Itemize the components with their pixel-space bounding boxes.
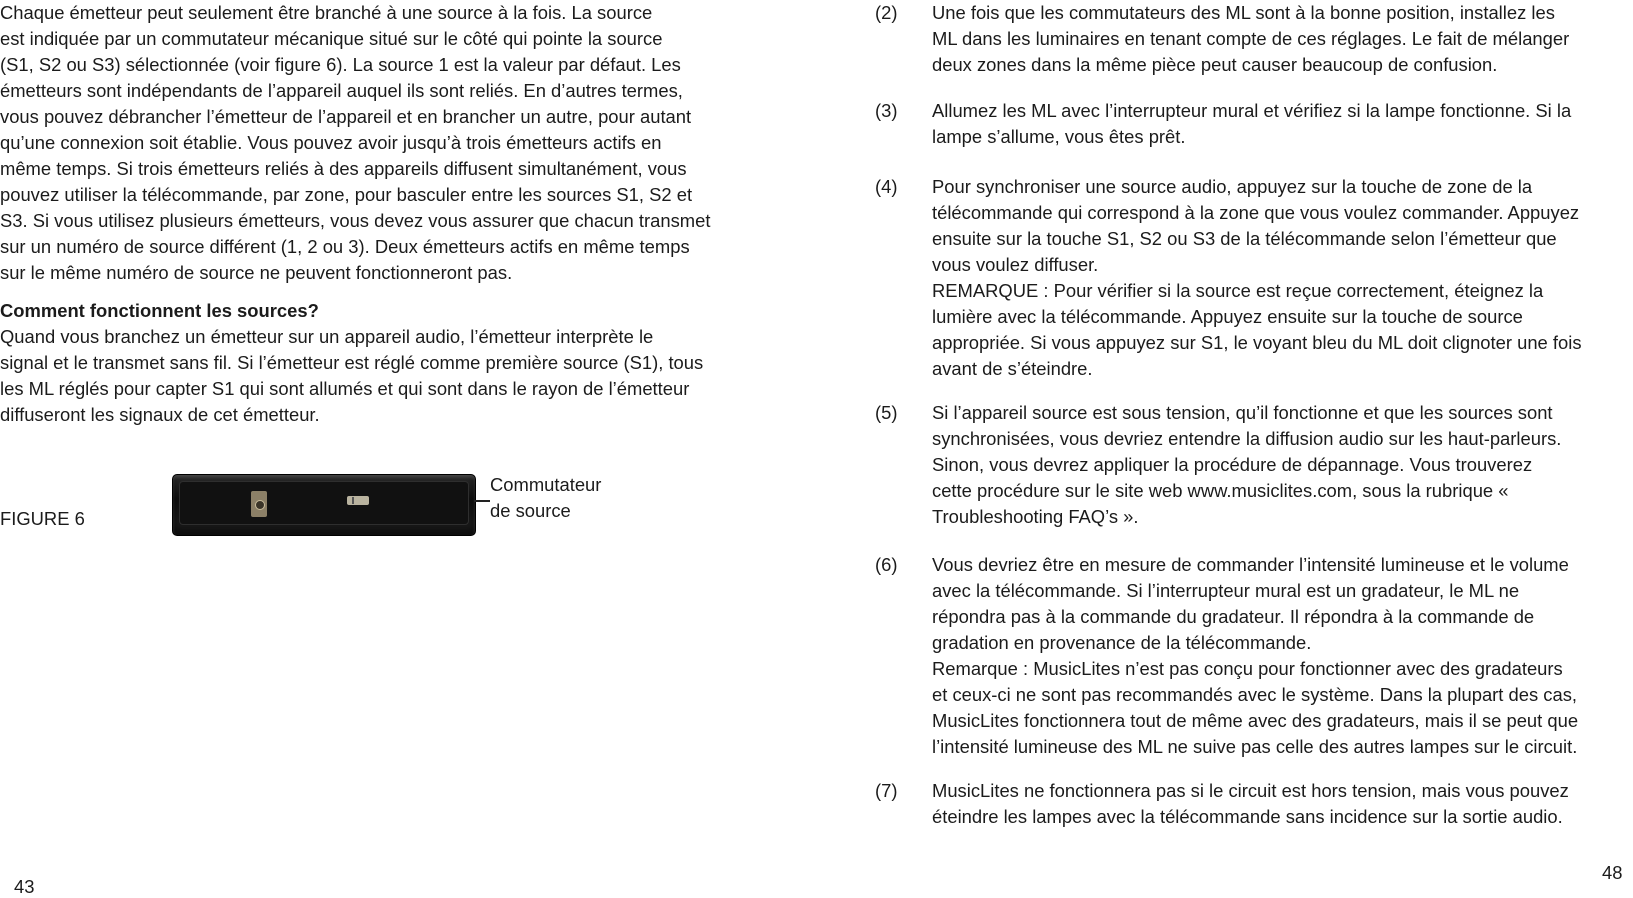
source-switch <box>347 496 369 505</box>
text-line: cette procédure sur le site web www.musiclites.com, sous la rubrique « <box>932 480 1509 501</box>
text-line: est indiquée par un commutateur mécanique situé sur le côté qui pointe la source <box>0 28 663 49</box>
step-text <box>932 778 1632 830</box>
text-line: Si l’appareil source est sous tension, qu’il fonctionne et que les sources sont <box>932 402 1553 423</box>
callout-line <box>474 500 490 502</box>
text-line: Sinon, vous devrez appliquer la procédure de dépannage. Vous trouverez <box>932 454 1533 475</box>
intro-paragraph <box>0 0 776 286</box>
text-line: répondra pas à la commande du gradateur. Il répondra à la commande de <box>932 606 1535 627</box>
step-text <box>932 552 1632 760</box>
text-line: REMARQUE : Pour vérifier si la source est reçue correctement, éteignez la <box>932 280 1544 301</box>
audio-jack <box>251 491 267 517</box>
text-line: diffuseront les signaux de cet émetteur. <box>0 404 320 425</box>
text-line: même temps. Si trois émetteurs reliés à des appareils diffusent simultanément, vous <box>0 158 687 179</box>
text-line: Quand vous branchez un émetteur sur un appareil audio, l’émetteur interprète le <box>0 326 654 347</box>
text-line: télécommande qui correspond à la zone que vous voulez commander. Appuyez <box>932 202 1580 223</box>
text-line: Vous devriez être en mesure de commander l’intensité lumineuse et le volume <box>932 554 1569 575</box>
text-line: lumière avec la télécommande. Appuyez ensuite sur la touche de source <box>932 306 1523 327</box>
text-line: ML dans les luminaires en tenant compte de ces réglages. Le fait de mélanger <box>932 28 1570 49</box>
callout-label <box>490 472 601 524</box>
text-line: Troubleshooting FAQ’s ». <box>932 506 1139 527</box>
text-line: sur un numéro de source différent (1, 2 ou 3). Deux émetteurs actifs en même temps <box>0 236 690 257</box>
right-page <box>810 0 1633 895</box>
step-text <box>932 0 1632 78</box>
text-line: sur le même numéro de source ne peuvent fonctionneront pas. <box>0 262 513 283</box>
text-line: ensuite sur la touche S1, S2 ou S3 de la télécommande selon l’émetteur que <box>932 228 1557 249</box>
text-line: signal et le transmet sans fil. Si l’émetteur est réglé comme première source (S1), tous <box>0 352 704 373</box>
text-line: S3. Si vous utilisez plusieurs émetteurs, vous devez vous assurer que chacun transmet <box>0 210 711 231</box>
step-text <box>932 174 1632 382</box>
right-page-number: 48 <box>1602 862 1623 883</box>
left-page-number: 43 <box>14 876 35 897</box>
callout-label-line-2: de source <box>490 500 571 521</box>
text-line: appropriée. Si vous appuyez sur S1, le voyant bleu du ML doit clignoter une fois <box>932 332 1582 353</box>
text-line: avant de s’éteindre. <box>932 358 1093 379</box>
callout-label-line-1: Commutateur <box>490 474 602 495</box>
text-line: synchronisées, vous devriez entendre la diffusion audio sur les haut-parleurs. <box>932 428 1562 449</box>
text-line: Remarque : MusicLites n’est pas conçu pour fonctionner avec des gradateurs <box>932 658 1563 679</box>
text-line: qu’une connexion soit établie. Vous pouvez avoir jusqu’à trois émetteurs actifs en <box>0 132 662 153</box>
section-heading: Comment fonctionnent les sources? <box>0 300 319 321</box>
text-line: éteindre les lampes avec la télécommande sans incidence sur la sortie audio. <box>932 806 1563 827</box>
text-line: gradation en provenance de la télécommande. <box>932 632 1312 653</box>
text-line: MusicLites fonctionnera tout de même avec des gradateurs, mais il se peut que <box>932 710 1579 731</box>
step-number: (2) <box>875 2 898 23</box>
step-text <box>932 400 1632 530</box>
text-line: Allumez les ML avec l’interrupteur mural et vérifiez si la lampe fonctionne. Si la <box>932 100 1572 121</box>
text-line: Chaque émetteur peut seulement être branché à une source à la fois. La source <box>0 2 653 23</box>
sources-paragraph <box>0 324 776 428</box>
text-line: émetteurs sont indépendants de l’appareil auquel ils sont reliés. En d’autres termes, <box>0 80 683 101</box>
device-rim <box>179 481 469 525</box>
step-number: (6) <box>875 554 898 575</box>
step-text <box>932 98 1632 150</box>
text-line: Pour synchroniser une source audio, appuyez sur la touche de zone de la <box>932 176 1533 197</box>
text-line: (S1, S2 ou S3) sélectionnée (voir figure 6). La source 1 est la valeur par défaut. Les <box>0 54 681 75</box>
left-page <box>0 0 780 895</box>
text-line: deux zones dans la même pièce peut causer beaucoup de confusion. <box>932 54 1498 75</box>
text-line: MusicLites ne fonctionnera pas si le circuit est hors tension, mais vous pouvez <box>932 780 1569 801</box>
text-line: et ceux-ci ne sont pas recommandés avec le système. Dans la plupart des cas, <box>932 684 1578 705</box>
text-line: Une fois que les commutateurs des ML sont à la bonne position, installez les <box>932 2 1555 23</box>
transmitter-device-image <box>172 474 476 536</box>
step-number: (7) <box>875 780 898 801</box>
text-line: vous pouvez débrancher l’émetteur de l’appareil et en brancher un autre, pour autant <box>0 106 692 127</box>
text-line: vous voulez diffuser. <box>932 254 1099 275</box>
text-line: lampe s’allume, vous êtes prêt. <box>932 126 1186 147</box>
text-line: pouvez utiliser la télécommande, par zone, pour basculer entre les sources S1, S2 et <box>0 184 693 205</box>
figure-label: FIGURE 6 <box>0 508 85 529</box>
text-line: l’intensité lumineuse des ML ne suive pas celle des autres lampes sur le circuit. <box>932 736 1578 757</box>
step-number: (3) <box>875 100 898 121</box>
text-line: avec la télécommande. Si l’interrupteur mural est un gradateur, le ML ne <box>932 580 1520 601</box>
text-line: les ML réglés pour capter S1 qui sont allumés et qui sont dans le rayon de l’émetteur <box>0 378 690 399</box>
step-number: (4) <box>875 176 898 197</box>
step-number: (5) <box>875 402 898 423</box>
